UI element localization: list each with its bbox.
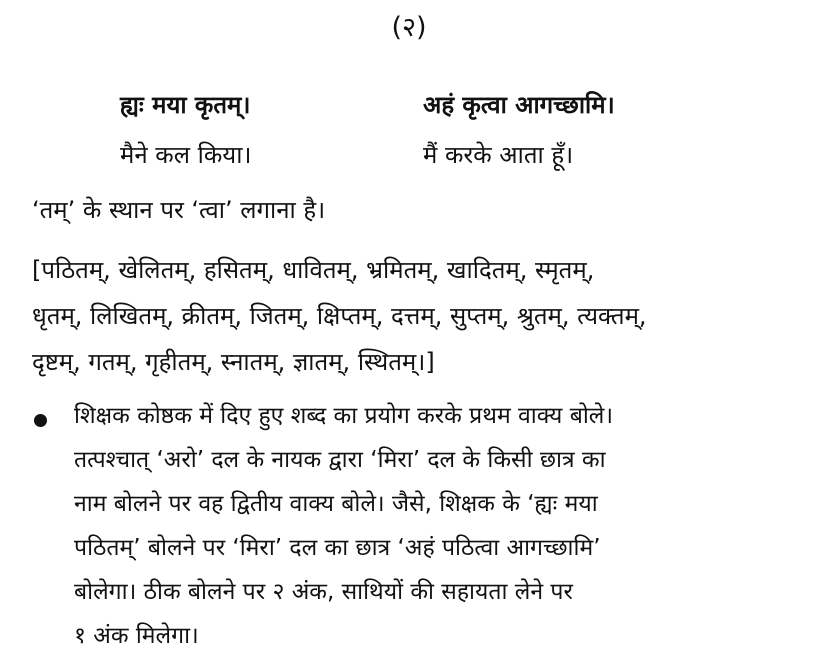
word-list-line: धृतम्, लिखितम्, क्रीतम्, जितम्, क्षिप्तम्, दत्तम्, सुप्तम्, श्रुतम्, त्यक्तम्, [32, 302, 647, 330]
note-line: नाम बोलने पर वह द्वितीय वाक्य बोले। जैसे, शिक्षक के ‘ह्यः मया [74, 491, 598, 517]
instruction-text: ‘तम्’ के स्थान पर ‘त्वा’ लगाना है। [32, 196, 326, 224]
note-line: बोलेगा। ठीक बोलने पर २ अंक, साथियों की सहायता लेने पर [74, 579, 573, 605]
example-meaning-past: मैने कल किया। [120, 141, 252, 169]
example-sentence-past: ह्यः मया कृतम्। [120, 91, 251, 119]
example-meaning-gerund: मैं करके आता हूँ। [423, 141, 574, 169]
note-line: पठितम्’ बोलने पर ‘मिरा’ दल का छात्र ‘अहं पठित्वा आगच्छामि’ [74, 535, 601, 561]
word-list-line: दृष्टम्, गतम्, गृहीतम्, स्नातम्, ज्ञातम्, स्थितम्।] [32, 348, 435, 376]
example-sentence-gerund: अहं कृत्वा आगच्छामि। [423, 91, 615, 119]
note-line: तत्पश्चात् ‘अरो’ दल के नायक द्वारा ‘मिरा’ दल के किसी छात्र का [74, 447, 606, 473]
note-line: शिक्षक कोष्ठक में दिए हुए शब्द का प्रयोग करके प्रथम वाक्य बोले। [74, 403, 614, 429]
bullet-icon [34, 414, 47, 427]
note-line: १ अंक मिलेगा। [74, 623, 199, 649]
word-list-line: [पठितम्, खेलितम्, हसितम्, धावितम्, भ्रमितम्, खादितम्, स्मृतम्, [32, 256, 595, 284]
page-number: (२) [391, 12, 427, 43]
